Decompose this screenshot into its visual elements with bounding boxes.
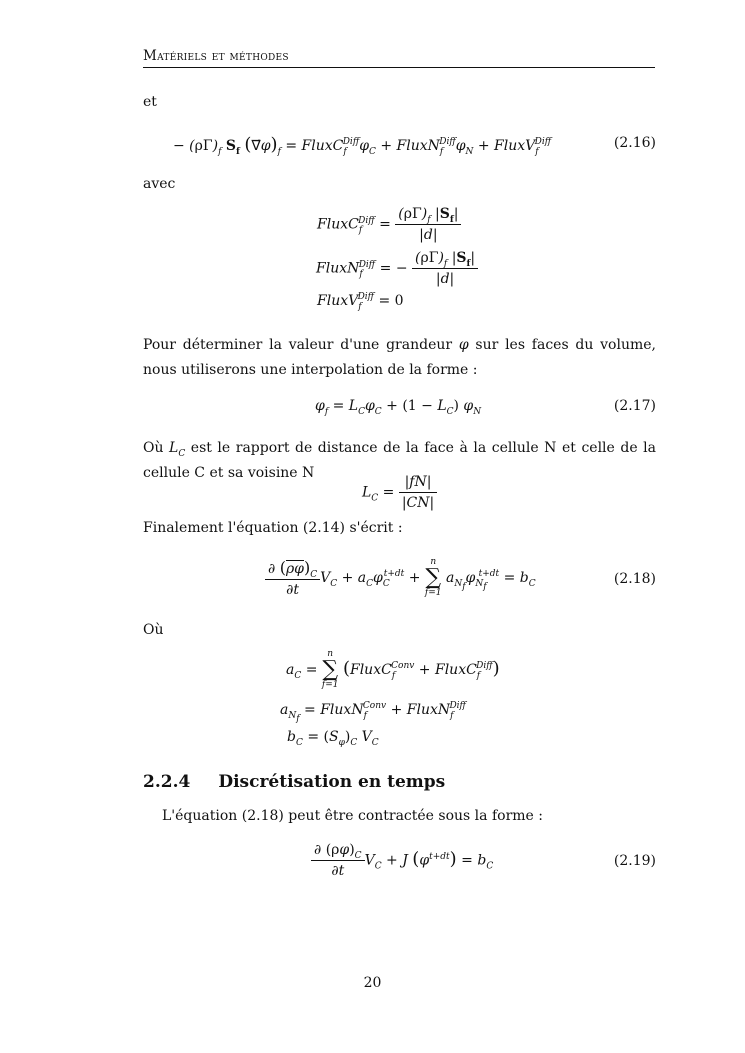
equation-number-2-17: (2.17) [613, 398, 656, 414]
text-et: et [143, 94, 157, 110]
paragraph-contract: L'équation (2.18) peut être contractée sous la forme : [162, 808, 543, 824]
header-rule [143, 67, 655, 68]
text-finalement: Finalement l'équation (2.14) s'écrit : [143, 520, 403, 536]
paragraph-interpolation: Pour déterminer la valeur d'une grandeur φ sur les faces du volume, nous utiliserons une interpolation de la forme : [143, 337, 656, 378]
equation-bc: $b_C = (S_\varphi)_C$ $V_C$ [287, 729, 379, 748]
equation-fluxv-diff: FluxV$_f^{Diff}$ = 0 [317, 292, 404, 312]
equation-fluxn-diff: FluxN$_f^{Diff}$ = − $\frac{(\rho\Gamma)_f |S_f|}{|d|}$ [316, 250, 478, 287]
running-header: Matériels et méthodes [143, 48, 289, 64]
equation-2-19: $\frac{\partial (\rho\varphi)_C}{\partial t}$ $V_C + J$ $(\varphi^{t+dt}) = b_C$ [311, 842, 493, 879]
section-number: 2.2.4 [143, 772, 191, 792]
page-number: 20 [363, 975, 382, 991]
section-heading [143, 772, 445, 792]
section-title: Discrétisation en temps [218, 772, 446, 792]
equation-number-2-19: (2.19) [613, 853, 656, 869]
equation-2-17: $\varphi_f = L_C\varphi_C + (1 - L_C)$ $\varphi_N$ [315, 398, 482, 417]
equation-ac: $a_C$ = n ∑ f=1 (FluxC$_f^{Conv}$ + FluxC$_f^{Diff}$) [286, 649, 500, 690]
equation-2-18: $\frac{\partial (\overline{\rho\varphi})_C}{\partial t}$ $V_C + a_C\varphi_C^{t+dt}$ + n ∑ f=1 $a_{N_f}\varphi_{N_f}^{t+dt} = b_C$ [265, 558, 536, 598]
equation-number-2-16: (2.16) [613, 135, 656, 151]
equation-2-16: − $(\rho\Gamma)_f$ $S_f$ $(\nabla⃗\varphi)_f$ = $FluxC_f^{Diff}\varphi_C$ + $FluxN_f^{Diff}\varphi_N$ + FluxV$_f^{Diff}$ [173, 134, 552, 157]
equation-lc: $L_C$ = $\frac{|fN|}{|CN|}$ [362, 474, 437, 511]
text-avec: avec [143, 176, 176, 192]
paragraph-lc: Où $L_C$ est le rapport de distance de la face à la cellule N et celle de la cellule C et sa voisine N [143, 440, 656, 481]
equation-fluxc-diff: FluxC$_f^{Diff}$ = $\frac{(\rho\Gamma)_f |S_f|}{|d|}$ [317, 206, 461, 243]
equation-number-2-18: (2.18) [613, 571, 656, 587]
equation-anf: $a_{N_f}$ = FluxN$_f^{Conv}$ + FluxN$_f^{Diff}$ [280, 701, 466, 724]
text-ou: Où [143, 622, 164, 638]
